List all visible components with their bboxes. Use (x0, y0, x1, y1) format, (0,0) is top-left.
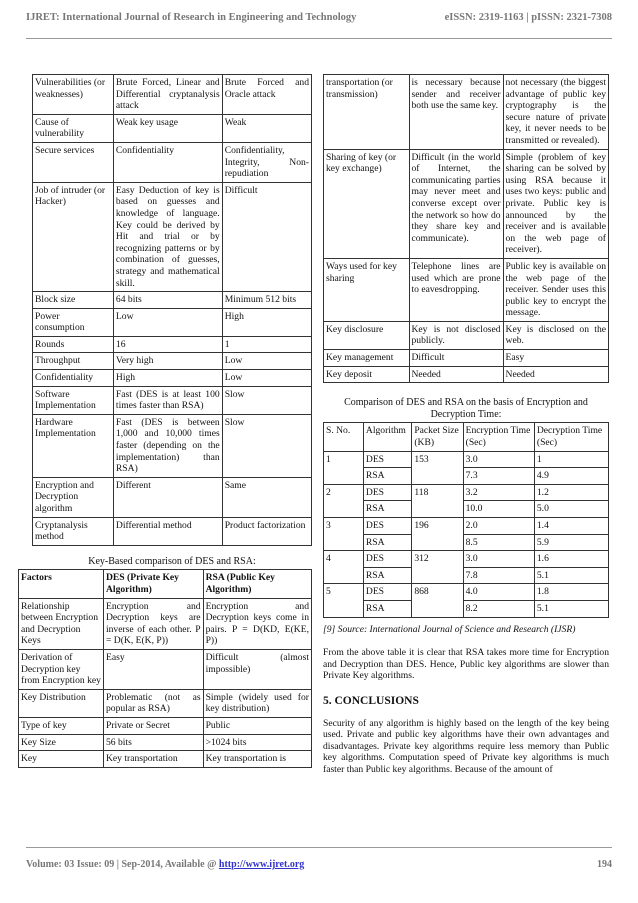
page-number: 194 (597, 859, 612, 870)
paragraph-conclusions: Security of any algorithm is highly based on the length of the key being used. Private and public key algorithms have their own advantages and disadvantages. Private key algorithms require less memory than Public key algorithms. Computation speed of Private key algorithms is much faster than Public key algorithms. Because of the amount of (323, 717, 609, 775)
encryption-time-cell: 8.5 (463, 534, 534, 551)
table-cell: Difficult (almost impossible) (203, 649, 311, 689)
serial-number-cell: 4 (324, 551, 364, 584)
table-cell: Power consumption (33, 308, 114, 336)
table-cell: Easy (503, 350, 608, 367)
table-cell: Weak (222, 114, 311, 142)
table-cell: High (113, 370, 222, 387)
table-cell: Encryption and Decryption algorithm (33, 477, 114, 517)
serial-number-cell: 3 (324, 518, 364, 551)
algorithm-cell: DES (363, 584, 411, 601)
table-cell: Needed (409, 366, 503, 383)
table-row (19, 734, 312, 751)
timing-table-header (324, 423, 609, 451)
table-cell: Confidentiality, Integrity, Non-repudiation (222, 142, 311, 182)
serial-number-cell: 1 (324, 451, 364, 484)
table-cell: Same (222, 477, 311, 517)
table-cell: Key deposit (324, 366, 410, 383)
table-row (33, 182, 312, 291)
table-cell: 1 (222, 336, 311, 353)
table-row (324, 501, 609, 518)
table-cell: Low (113, 308, 222, 336)
table-cell: Fast (DES is between 1,000 and 10,000 times faster (depending on the implementation) than RSA) (113, 414, 222, 477)
table-header-cell: Packet Size (KB) (412, 423, 463, 451)
table-cell: Key disclosure (324, 321, 410, 349)
table-cell: Low (222, 353, 311, 370)
encryption-time-cell: 10.0 (463, 501, 534, 518)
key-comparison-header (19, 570, 312, 598)
table-cell: >1024 bits (203, 734, 311, 751)
table-cell: Brute Forced, Linear and Differential cryptanalysis attack (113, 75, 222, 115)
table-cell: Low (222, 370, 311, 387)
table-row (324, 321, 609, 349)
table-cell: Key is not disclosed publicly. (409, 321, 503, 349)
table-cell: Fast (DES is at least 100 times faster than RSA) (113, 386, 222, 414)
packet-size-cell: 153 (412, 451, 463, 484)
table-cell: Derivation of Decryption key from Encryption key (19, 649, 104, 689)
table-cell: Slow (222, 414, 311, 477)
table-cell: Easy Deduction of key is based on guesses and knowledge of language. Key could be derived by Hit and trial or by recognizing patterns or by combination of guesses, strategy and mathematical skill. (113, 182, 222, 291)
table-cell: 56 bits (103, 734, 203, 751)
table-row (324, 350, 609, 367)
table-row (33, 142, 312, 182)
table-header-cell: RSA (Public Key Algorithm) (203, 570, 311, 598)
table-cell: Very high (113, 353, 222, 370)
table-cell: Secure services (33, 142, 114, 182)
encryption-time-cell: 3.0 (463, 451, 534, 468)
encryption-time-cell: 2.0 (463, 518, 534, 535)
table-cell: Job of intruder (or Hacker) (33, 182, 114, 291)
table-row (324, 551, 609, 568)
decryption-time-cell: 1 (534, 451, 608, 468)
table-row (33, 414, 312, 477)
table-row (324, 534, 609, 551)
table-row (324, 484, 609, 501)
table-cell: Problematic (not as popular as RSA) (103, 689, 203, 717)
page-footer (26, 847, 612, 870)
table-cell: Minimum 512 bits (222, 292, 311, 309)
table-cell: Type of key (19, 717, 104, 734)
table-cell: Software Implementation (33, 386, 114, 414)
decryption-time-cell: 1.8 (534, 584, 608, 601)
table-cell: Difficult (in the world of Internet, the communicating parties may never meet and converse except over the network so how do they share key and communicate). (409, 149, 503, 258)
table-header-cell: S. No. (324, 423, 364, 451)
right-column (323, 74, 609, 776)
table-row (19, 751, 312, 768)
table-row (324, 584, 609, 601)
encryption-time-cell: 7.3 (463, 468, 534, 485)
decryption-time-cell: 5.0 (534, 501, 608, 518)
table-cell: Cause of vulnerability (33, 114, 114, 142)
table-cell: Confidentiality (113, 142, 222, 182)
journal-title: IJRET: International Journal of Research in Engineering and Technology (26, 12, 357, 23)
table-row (33, 308, 312, 336)
table-cell: Weak key usage (113, 114, 222, 142)
table-cell: Key Distribution (19, 689, 104, 717)
table-cell: Throughput (33, 353, 114, 370)
table-cell: Confidentiality (33, 370, 114, 387)
decryption-time-cell: 1.6 (534, 551, 608, 568)
issn: eISSN: 2319-1163 | pISSN: 2321-7308 (444, 12, 612, 23)
encryption-time-cell: 3.0 (463, 551, 534, 568)
table-header-cell: Algorithm (363, 423, 411, 451)
table-cell: Key Size (19, 734, 104, 751)
table-row (19, 717, 312, 734)
algorithm-cell: DES (363, 451, 411, 468)
table-cell: transportation (or transmission) (324, 75, 410, 150)
table-cell: Different (113, 477, 222, 517)
table-cell: Vulnerabilities (or weaknesses) (33, 75, 114, 115)
table-row (324, 149, 609, 258)
table-header-cell: Factors (19, 570, 104, 598)
table-row (33, 292, 312, 309)
left-column (21, 74, 312, 768)
table-cell: 16 (113, 336, 222, 353)
table-cell: Brute Forced and Oracle attack (222, 75, 311, 115)
section-heading: 5. CONCLUSIONS (323, 694, 419, 707)
table-source: [9] Source: International Journal of Science and Research (IJSR) (323, 623, 576, 635)
algorithm-cell: RSA (363, 534, 411, 551)
table-cell: Public key is available on the web page of the receiver. Sender uses this public key to encrypt the message. (503, 258, 608, 321)
table-header-cell: Encryption Time (Sec) (463, 423, 534, 451)
table-row (19, 649, 312, 689)
algorithm-cell: RSA (363, 567, 411, 584)
table-row (324, 75, 609, 150)
comparison-table-1-body (33, 75, 312, 546)
table-cell: Telephone lines are used which are prone to eavesdropping. (409, 258, 503, 321)
table-cell: Slow (222, 386, 311, 414)
encryption-time-cell: 7.8 (463, 567, 534, 584)
table-cell: Block size (33, 292, 114, 309)
table-cell: Easy (103, 649, 203, 689)
algorithm-cell: DES (363, 484, 411, 501)
table-row (19, 689, 312, 717)
footer-volume: Volume: 03 Issue: 09 | Sep-2014, Available @ http://www.ijret.org (26, 859, 305, 870)
table-cell: not necessary (the biggest advantage of public key cryptography is the secure nature of private key, it never needs to be transmitted or revealed). (503, 75, 608, 150)
table-cell: Product factorization (222, 517, 311, 545)
table-row (33, 477, 312, 517)
table-row (324, 366, 609, 383)
table-cell: Key is disclosed on the web. (503, 321, 608, 349)
comparison-table-1 (32, 74, 312, 546)
comparison-table-continued (323, 74, 609, 383)
table-cell: Encryption and Decryption keys are inverse of each other. P = D(K, E(K, P)) (103, 598, 203, 649)
table-cell: Hardware Implementation (33, 414, 114, 477)
table-row (33, 370, 312, 387)
table-row (33, 353, 312, 370)
table-cell: Encryption and Decryption keys come in pairs. P = D(KD, E(KE, P)) (203, 598, 311, 649)
table-row (324, 518, 609, 535)
serial-number-cell: 2 (324, 484, 364, 517)
table2-caption: Key-Based comparison of DES and RSA: (88, 555, 256, 567)
key-comparison-table (18, 569, 312, 767)
table4-caption: Comparison of DES and RSA on the basis of Encryption and Decryption Time: (344, 397, 588, 420)
algorithm-cell: DES (363, 518, 411, 535)
decryption-time-cell: 5.1 (534, 600, 608, 617)
paragraph-results: From the above table it is clear that RSA takes more time for Encryption and Decryption than DES. Hence, Public key algorithms are slower than Private Key algorithms. (323, 647, 609, 682)
table-row (19, 598, 312, 649)
algorithm-cell: RSA (363, 501, 411, 518)
table-row (33, 336, 312, 353)
table-cell: Key transportation (103, 751, 203, 768)
table-cell: Ways used for key sharing (324, 258, 410, 321)
decryption-time-cell: 1.2 (534, 484, 608, 501)
table-row (33, 75, 312, 115)
table-row (33, 386, 312, 414)
decryption-time-cell: 5.9 (534, 534, 608, 551)
table-cell: Difficult (222, 182, 311, 291)
table-cell: Needed (503, 366, 608, 383)
journal-link[interactable]: http://www.ijret.org (218, 859, 305, 870)
timing-table (323, 422, 609, 617)
encryption-time-cell: 4.0 (463, 584, 534, 601)
table-header-cell: Decryption Time (Sec) (534, 423, 608, 451)
table-cell: Key (19, 751, 104, 768)
table-cell: Simple (widely used for key distribution) (203, 689, 311, 717)
table-row (33, 517, 312, 545)
table-cell: Key management (324, 350, 410, 367)
table-row (324, 451, 609, 468)
table-cell: Private or Secret (103, 717, 203, 734)
table-row (324, 468, 609, 485)
packet-size-cell: 118 (412, 484, 463, 517)
table-cell: Simple (problem of key sharing can be solved by using RSA because it uses two keys: public and private. Public key is announced by the receiver and is available on the web page of receiver). (503, 149, 608, 258)
table-cell: Relationship between Encryption and Decryption Keys (19, 598, 104, 649)
table-cell: is necessary because sender and receiver both use the same key. (409, 75, 503, 150)
packet-size-cell: 312 (412, 551, 463, 584)
packet-size-cell: 196 (412, 518, 463, 551)
table-cell: High (222, 308, 311, 336)
table-cell: Cryptanalysis method (33, 517, 114, 545)
algorithm-cell: RSA (363, 468, 411, 485)
table-row (324, 567, 609, 584)
table-cell: Sharing of key (or key exchange) (324, 149, 410, 258)
table-cell: Rounds (33, 336, 114, 353)
timing-table-body (324, 451, 609, 617)
algorithm-cell: DES (363, 551, 411, 568)
comparison-table-continued-body (324, 75, 609, 383)
table-row (324, 600, 609, 617)
packet-size-cell: 868 (412, 584, 463, 617)
table-cell: Key transportation is (203, 751, 311, 768)
decryption-time-cell: 4.9 (534, 468, 608, 485)
table-cell: 64 bits (113, 292, 222, 309)
encryption-time-cell: 3.2 (463, 484, 534, 501)
table-cell: Differential method (113, 517, 222, 545)
key-comparison-body (19, 598, 312, 767)
serial-number-cell: 5 (324, 584, 364, 617)
table-cell: Public (203, 717, 311, 734)
table-row (33, 114, 312, 142)
encryption-time-cell: 8.2 (463, 600, 534, 617)
table-row (324, 258, 609, 321)
algorithm-cell: RSA (363, 600, 411, 617)
table-cell: Difficult (409, 350, 503, 367)
decryption-time-cell: 5.1 (534, 567, 608, 584)
table-header-cell: DES (Private Key Algorithm) (103, 570, 203, 598)
decryption-time-cell: 1.4 (534, 518, 608, 535)
page-header (26, 12, 612, 39)
